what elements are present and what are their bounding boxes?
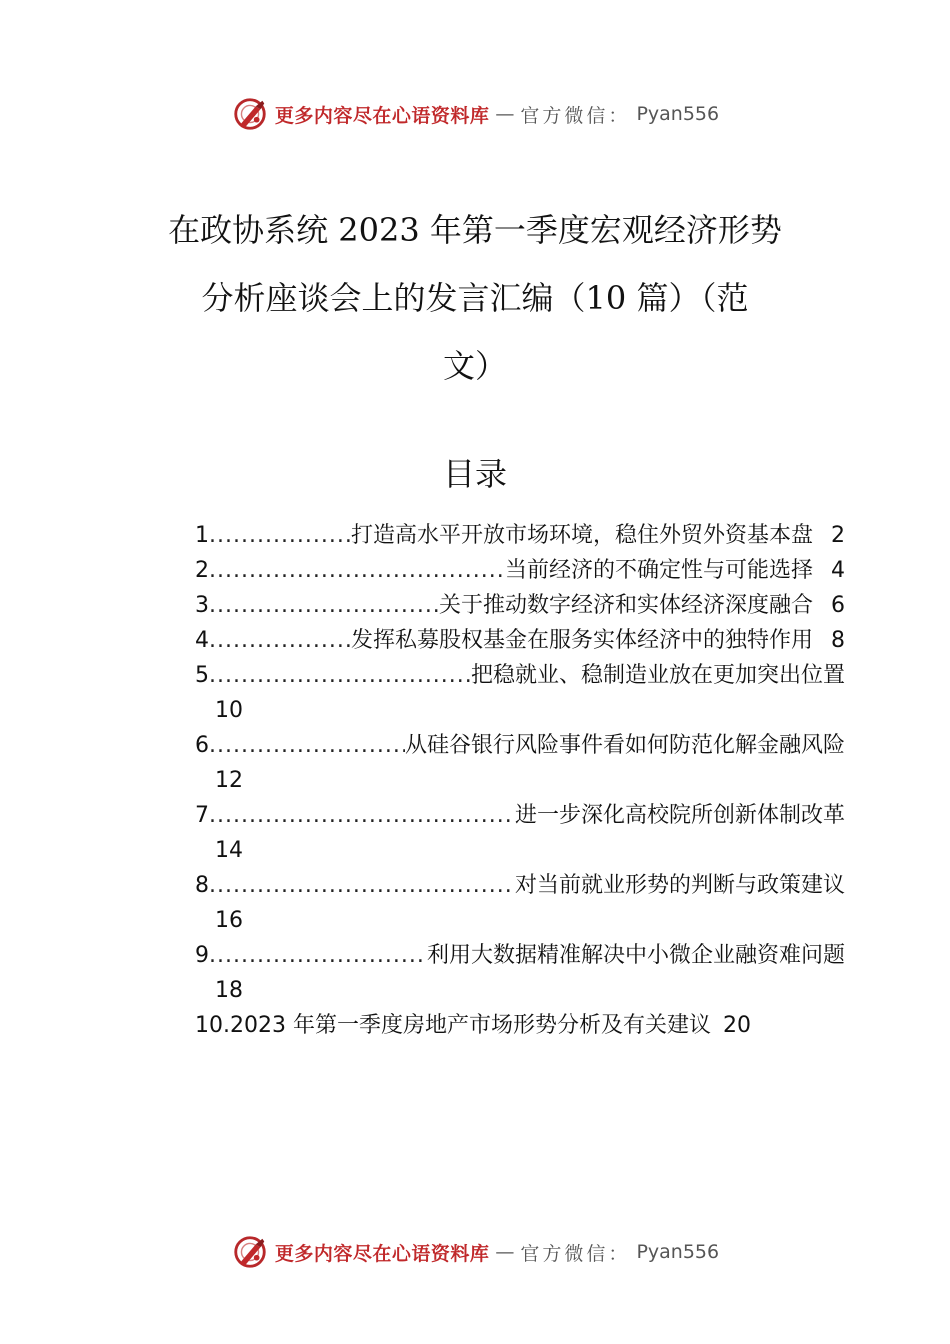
toc-entry-number: 3: [195, 593, 209, 618]
toc-entry-page: 6: [831, 593, 845, 618]
toc-entry-3[interactable]: [195, 588, 845, 623]
watermark-separator: —: [495, 103, 515, 125]
toc-entry-title: 发挥私募股权基金在服务实体经济中的独特作用: [350, 628, 813, 653]
toc-dot-leader: [209, 868, 515, 903]
toc-entry-title: 2023 年第一季度房地产市场形势分析及有关建议: [230, 1013, 711, 1038]
toc-entry-page: 14: [215, 838, 243, 863]
toc-entry-number: 6: [195, 733, 209, 758]
watermark-wechat-label: 官方微信：: [520, 1242, 631, 1265]
toc-entry-number: 9: [195, 943, 209, 968]
toc-entry-title: 关于推动数字经济和实体经济深度融合: [438, 593, 813, 618]
watermark-wechat-handle: Pyan556: [636, 1241, 720, 1263]
toc-entry-page: 10: [215, 698, 243, 723]
toc-dot-leader: [209, 518, 351, 553]
toc-entry-8[interactable]: [195, 868, 845, 938]
toc-entry-6[interactable]: [195, 728, 845, 798]
toc-entry-page: 4: [831, 558, 845, 583]
toc-entry-title: 把稳就业、稳制造业放在更加突出位置: [470, 663, 845, 688]
toc-entry-title: 对当前就业形势的判断与政策建议: [514, 873, 845, 898]
toc-dot-leader: [209, 623, 351, 658]
toc-entry-number: 1: [195, 523, 209, 548]
watermark-wechat-label: 官方微信：: [520, 104, 631, 127]
toc-entry-title: 打造高水平开放市场环境，稳住外贸外资基本盘: [350, 523, 813, 548]
toc-entry-number: 4: [195, 628, 209, 653]
toc-entry-number: 2: [195, 558, 209, 583]
toc-dot-leader: [209, 798, 515, 833]
watermark-wechat-handle: Pyan556: [636, 103, 720, 125]
toc-entry-number: 7: [195, 803, 209, 828]
watermark-brand-text: 更多内容尽在心语资料库: [274, 104, 490, 127]
watermark-brand-text: 更多内容尽在心语资料库: [274, 1242, 490, 1265]
title-line-2: 分析座谈会上的发言汇编（10 篇）（范: [201, 279, 749, 317]
watermark-separator: —: [495, 1241, 515, 1263]
toc-dot-leader: [209, 588, 439, 623]
toc-entry-title: 利用大数据精准解决中小微企业融资难问题: [426, 943, 845, 968]
footer-watermark: [0, 1230, 950, 1274]
toc-entry-4[interactable]: [195, 623, 845, 658]
toc-entry-page: 2: [831, 523, 845, 548]
toc-entry-page: 18: [215, 978, 243, 1003]
toc-entry-page: 16: [215, 908, 243, 933]
toc-entry-page: 8: [831, 628, 845, 653]
pen-nib-circle-icon: [231, 95, 269, 133]
toc-entry-page: 12: [215, 768, 243, 793]
toc-entry-2[interactable]: [195, 553, 845, 588]
toc-dot-leader: [209, 938, 427, 973]
document-title: [0, 196, 950, 400]
toc-entry-page: 20: [722, 1013, 751, 1038]
toc-entry-title: 当前经济的不确定性与可能选择: [504, 558, 813, 583]
toc-entry-title: 进一步深化高校院所创新体制改革: [514, 803, 845, 828]
toc-entry-10[interactable]: [195, 1008, 845, 1043]
toc-entry-number: 5: [195, 663, 209, 688]
table-of-contents: [195, 518, 845, 1043]
toc-heading: 目录: [442, 455, 507, 493]
toc-dot-leader: [209, 553, 505, 588]
toc-entry-5[interactable]: [195, 658, 845, 728]
toc-entry-1[interactable]: [195, 518, 845, 553]
toc-entry-7[interactable]: [195, 798, 845, 868]
title-line-1: 在政协系统 2023 年第一季度宏观经济形势: [168, 211, 782, 249]
toc-entry-number: 8: [195, 873, 209, 898]
toc-entry-9[interactable]: [195, 938, 845, 1008]
toc-dot-leader: [209, 658, 471, 693]
toc-entry-number: 10.: [195, 1013, 230, 1038]
title-line-3: 文）: [442, 347, 507, 385]
toc-dot-leader: [209, 728, 405, 763]
header-watermark: [0, 92, 950, 136]
toc-entry-title: 从硅谷银行风险事件看如何防范化解金融风险: [404, 733, 845, 758]
pen-nib-circle-icon: [231, 1233, 269, 1271]
